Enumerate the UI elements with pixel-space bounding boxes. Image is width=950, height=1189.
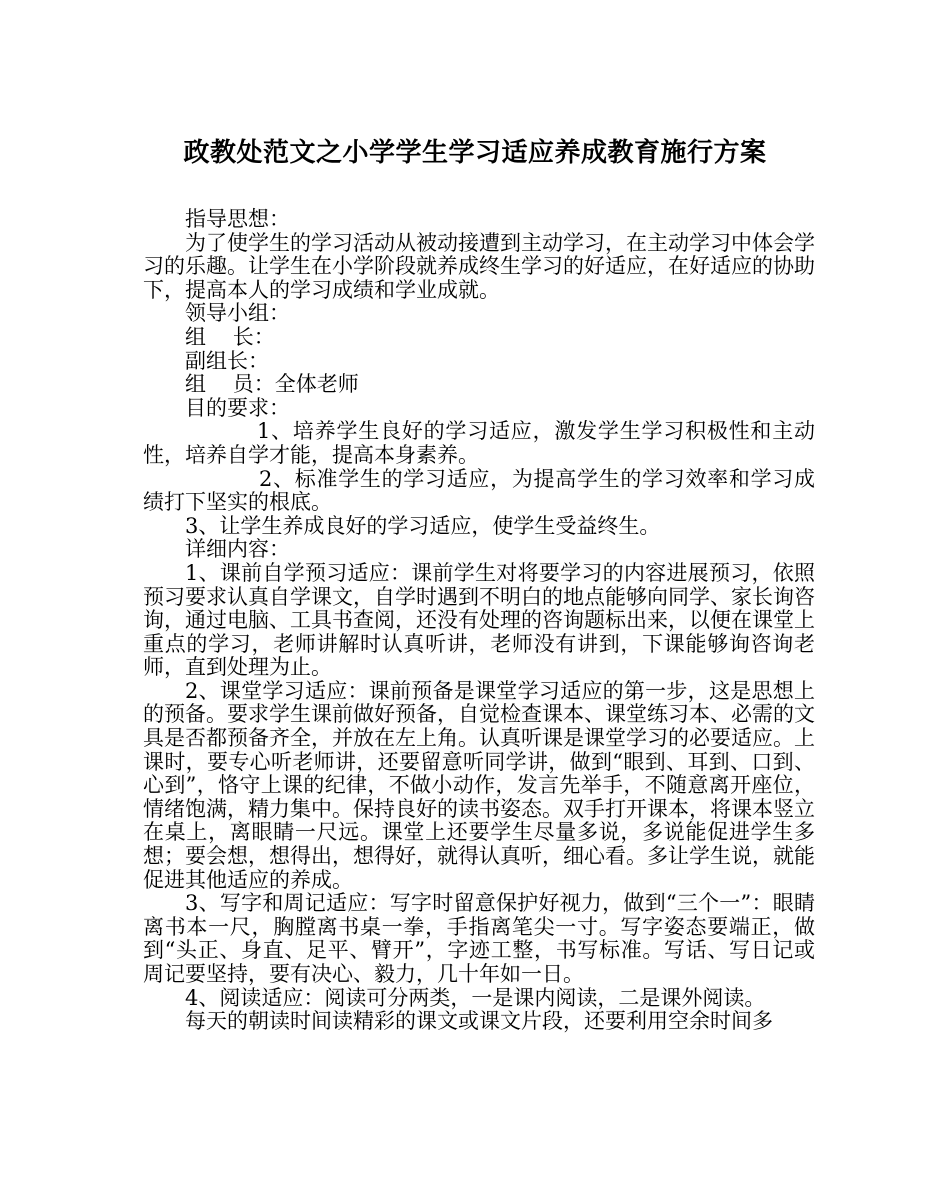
paragraph-detail-4: 4、阅读适应：阅读可分两类，一是课内阅读，二是课外阅读。 — [185, 985, 766, 1010]
paragraph-objective-3: 3、让学生养成良好的学习适应，使学生受益终生。 — [185, 513, 661, 538]
paragraph-details-heading: 详细内容： — [185, 537, 290, 562]
paragraph-detail-4-continued: 每天的朝读时间读精彩的课文或课文片段，还要利用空余时间多 — [185, 1009, 773, 1034]
document-title: 政教处范文之小学学生学习适应养成教育施行方案 — [183, 138, 767, 168]
paragraph-group-leader: 组 长： — [185, 324, 275, 349]
paragraph-leadership-group-heading: 领导小组： — [185, 301, 290, 326]
paragraph-deputy-leader: 副组长： — [185, 348, 269, 373]
paragraph-objectives-heading: 目的要求： — [185, 395, 290, 420]
paragraph-detail-3: 3、写字和周记适应：写字时留意保护好视力，做到“三个一”：眼睛离书本一尺，胸膛离书桌一拳，手指离笔尖一寸。写字姿态要端正，做到“头正、身直、足平、臂开”，字迹工整，书写标准。写话、写日记或周记要坚持，要有决心、毅力，几十年如一日。 — [143, 891, 815, 986]
paragraph-group-members: 组 员：全体老师 — [185, 372, 359, 397]
paragraph-objective-2: 2、标准学生的学习适应，为提高学生的学习效率和学习成绩打下坚实的根底。 — [143, 466, 815, 515]
paragraph-detail-1: 1、课前自学预习适应：课前学生对将要学习的内容进展预习，依照预习要求认真自学课文，自学时遇到不明白的地点能够向同学、家长询咨询，通过电脑、工具书查阅，还没有处理的咨询题标出来，以便在课堂上重点的学习，老师讲解时认真听讲，老师没有讲到，下课能够询咨询老师，直到处理为止。 — [143, 560, 815, 680]
paragraph-detail-2: 2、课堂学习适应：课前预备是课堂学习适应的第一步，这是思想上的预备。要求学生课前做好预备，自觉检查课本、课堂练习本、必需的文具是否都预备齐全，并放在左上角。认真听课是课堂学习的必要适应。上课时，要专心听老师讲，还要留意听同学讲，做到“眼到、耳到、口到、心到”，恪守上课的纪律，不做小动作，发言先举手，不随意离开座位，情绪饱满，精力集中。保持良好的读书姿态。双手打开课本，将课本竖立在桌上，离眼睛一尺远。课堂上还要学生尽量多说，多说能促进学生多想；要会想，想得出，想得好，就得认真听，细心看。多让学生说，就能促进其他适应的养成。 — [143, 678, 815, 892]
paragraph-guiding-thought: 为了使学生的学习活动从被动接遭到主动学习，在主动学习中体会学习的乐趣。让学生在小学阶段就养成终生学习的好适应，在好适应的协助下，提高本人的学习成绩和学业成就。 — [143, 230, 815, 302]
paragraph-objective-1: 1、培养学生良好的学习适应，激发学生学习积极性和主动性，培养自学才能，提高本身素养。 — [143, 419, 815, 467]
document-body — [143, 208, 815, 1034]
paragraph-guiding-thought-heading: 指导思想： — [185, 207, 290, 231]
